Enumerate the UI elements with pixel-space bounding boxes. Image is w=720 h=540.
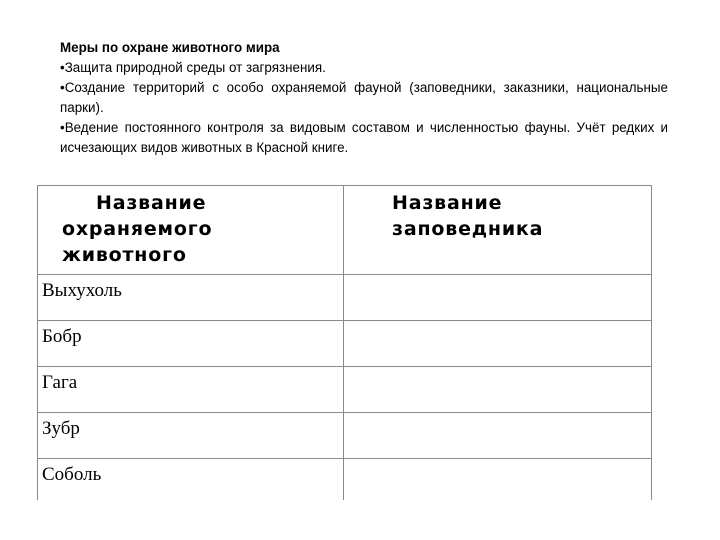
reserve-cell[interactable] — [344, 413, 652, 459]
animal-cell — [38, 413, 344, 459]
header-animal-label: Название охраняемого животного — [62, 192, 213, 266]
header-animal — [38, 186, 344, 275]
animal-name: Зубр — [42, 418, 80, 439]
header-reserve — [344, 186, 652, 275]
animal-cell — [38, 321, 344, 367]
table-row — [38, 275, 652, 321]
table-row — [38, 367, 652, 413]
animal-cell — [38, 459, 344, 501]
bullet-item: •Защита природной среды от загрязнения. — [60, 60, 326, 75]
table-row — [38, 459, 652, 501]
animal-cell — [38, 275, 344, 321]
reserve-cell[interactable] — [344, 367, 652, 413]
table-row — [38, 413, 652, 459]
table-header-row — [38, 186, 652, 275]
animal-name: Гага — [42, 372, 78, 393]
section-title: Меры по охране животного мира — [60, 40, 280, 55]
reserve-cell[interactable] — [344, 321, 652, 367]
animal-name: Соболь — [42, 464, 102, 485]
reserve-cell[interactable] — [344, 275, 652, 321]
header-reserve-label: Название заповедника — [392, 192, 544, 240]
reserves-table — [37, 185, 652, 500]
bullet-item: •Ведение постоянного контроля за видовым составом и численностью фауны. Учёт редких и исчезающих видов животных в Красной книге. — [60, 120, 668, 155]
reserve-cell[interactable] — [344, 459, 652, 501]
animal-cell — [38, 367, 344, 413]
animal-name: Бобр — [42, 326, 82, 347]
bullet-item: •Создание территорий с особо охраняемой фауной (заповедники, заказники, национальные парки). — [60, 80, 668, 115]
intro-text — [60, 38, 668, 158]
table-row — [38, 321, 652, 367]
animal-name: Выхухоль — [42, 280, 122, 301]
